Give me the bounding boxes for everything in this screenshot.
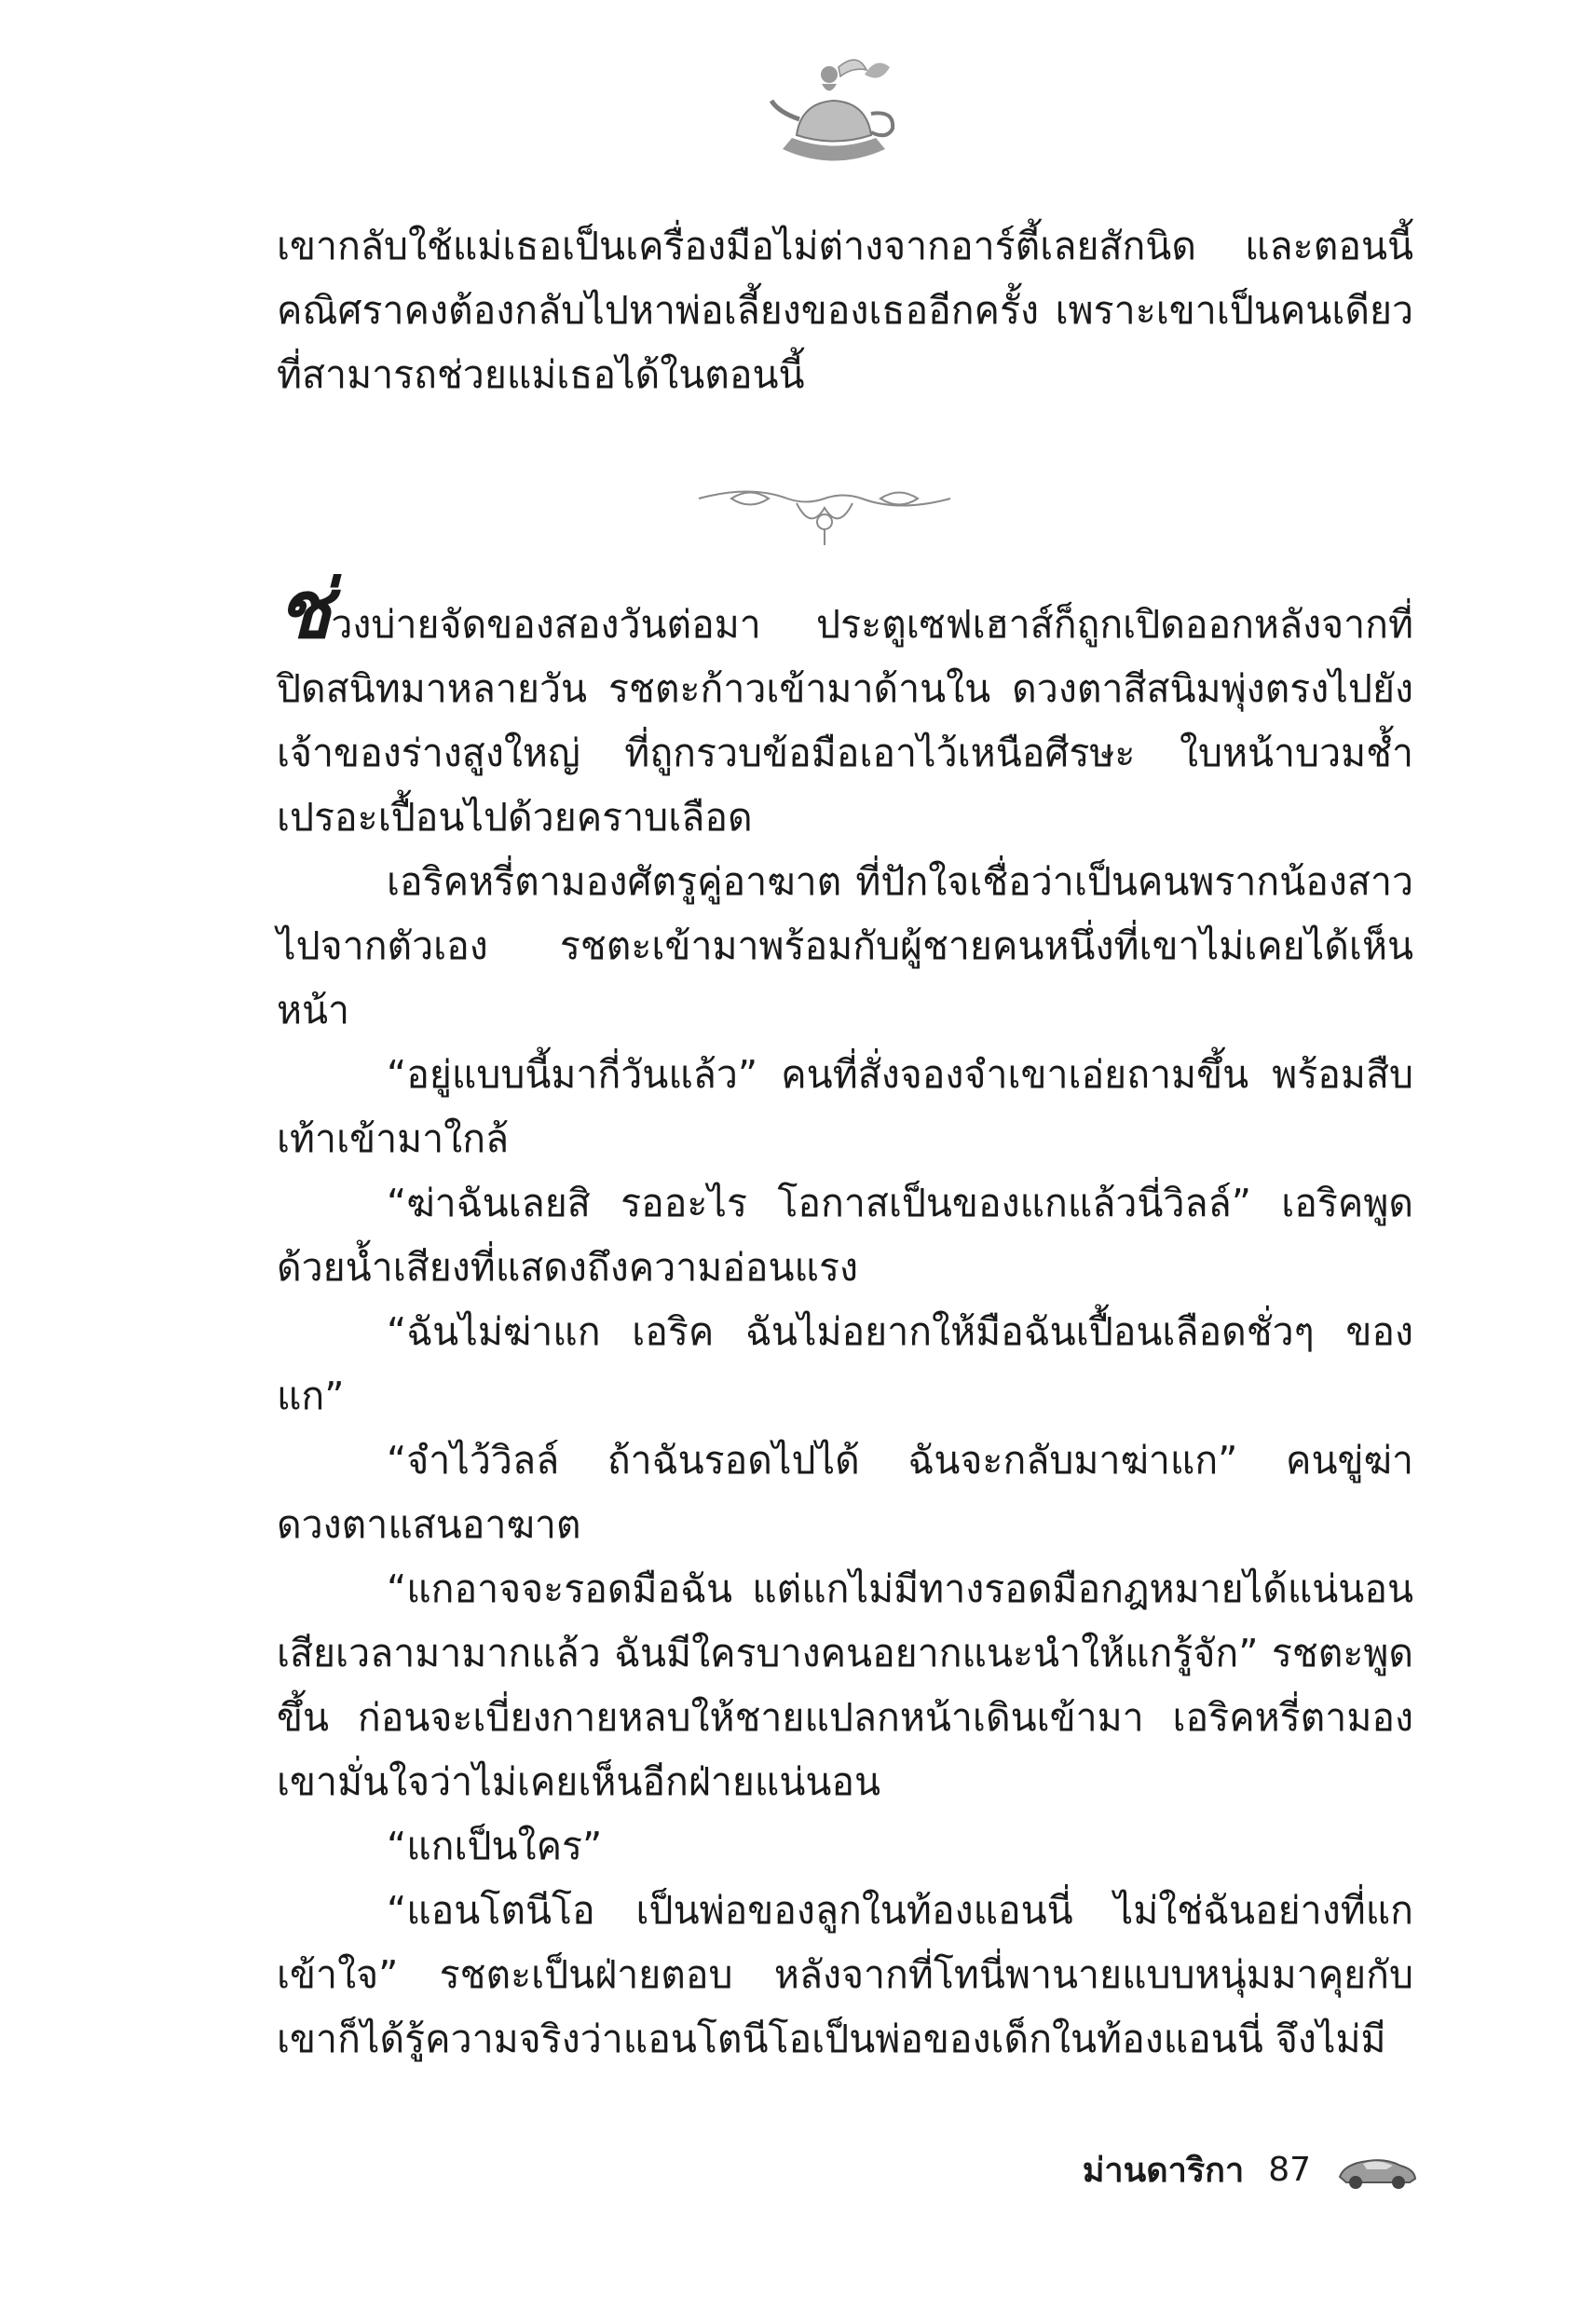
first-paragraph	[277, 563, 1413, 850]
sports-car-icon	[1335, 2147, 1419, 2194]
top-text-block	[277, 214, 1413, 407]
teapot-cupid-icon	[764, 47, 904, 177]
paragraph: เขากลับใช้แม่เธอเป็นเครื่องมือไม่ต่างจากอาร์ตี้เลยสักนิด และตอนนี้คณิศราคงต้องกลับไปหาพ่อเลี้ยงของเธออีกครั้ง เพราะเขาเป็นคนเดียวที่สามารถช่วยแม่เธอได้ในตอนนี้	[277, 224, 1413, 397]
scroll-divider-icon	[694, 466, 955, 550]
page-footer	[1083, 2143, 1419, 2196]
paragraph: “อยู่แบบนี้มากี่วันแล้ว” คนที่สั่งจองจำเขาเอ่ยถามขึ้น พร้อมสืบเท้าเข้ามาใกล้	[277, 1052, 1413, 1161]
paragraph: “ฉันไม่ฆ่าแก เอริค ฉันไม่อยากให้มือฉันเปื้อนเลือดชั่วๆ ของแก”	[277, 1309, 1413, 1418]
page-number: 87	[1268, 2151, 1311, 2189]
main-text-block	[277, 563, 1413, 2072]
drop-cap: ช่	[277, 563, 332, 657]
paragraph: “แกอาจจะรอดมือฉัน แต่แกไม่มีทางรอดมือกฎหมายได้แน่นอน เสียเวลามามากแล้ว ฉันมีใครบางคนอยากแนะนำให้แกรู้จัก” รชตะพูดขึ้น ก่อนจะเบี่ยงกายหลบให้ชายแปลกหน้าเดินเข้ามา เอริคหรี่ตามอง เขามั่นใจว่าไม่เคยเห็นอีกฝ่ายแน่นอน	[277, 1566, 1413, 1804]
paragraph: “จำไว้วิลล์ ถ้าฉันรอดไปได้ ฉันจะกลับมาฆ่าแก” คนขู่ฆ่า ดวงตาแสนอาฆาต	[277, 1438, 1413, 1547]
paragraph: “แกเป็นใคร”	[387, 1824, 603, 1868]
paragraph: “แอนโตนีโอ เป็นพ่อของลูกในท้องแอนนี่ ไม่ใช่ฉันอย่างที่แกเข้าใจ” รชตะเป็นฝ่ายตอบ หลังจากที่โทนี่พานายแบบหนุ่มมาคุยกับเขาก็ได้รู้ความจริงว่าแอนโตนีโอเป็นพ่อของเด็กในท้องแอนนี่ จึงไม่มี	[277, 1888, 1413, 2061]
book-title: ม่านดาริกา	[1082, 2152, 1245, 2190]
paragraph: “ฆ่าฉันเลยสิ รออะไร โอกาสเป็นของแกแล้วนี่วิลล์” เอริคพูดด้วยน้ำเสียงที่แสดงถึงความอ่อนแรง	[277, 1181, 1413, 1290]
first-paragraph-text: วงบ่ายจัดของสองวันต่อมา ประตูเซฟเฮาส์ก็ถูกเปิดออกหลังจากที่ปิดสนิทมาหลายวัน รชตะก้าวเข้ามาด้านใน ดวงตาสีสนิมพุ่งตรงไปยังเจ้าของร่างสูงใหญ่ ที่ถูกรวบข้อมือเอาไว้เหนือศีรษะ ใบหน้าบวมช้ำ เปรอะเปื้อนไปด้วยคราบเลือด	[277, 602, 1413, 840]
paragraph: เอริคหรี่ตามองศัตรูคู่อาฆาต ที่ปักใจเชื่อว่าเป็นคนพรากน้องสาวไปจากตัวเอง รชตะเข้ามาพร้อมกับผู้ชายคนหนึ่งที่เขาไม่เคยได้เห็นหน้า	[277, 859, 1413, 1032]
